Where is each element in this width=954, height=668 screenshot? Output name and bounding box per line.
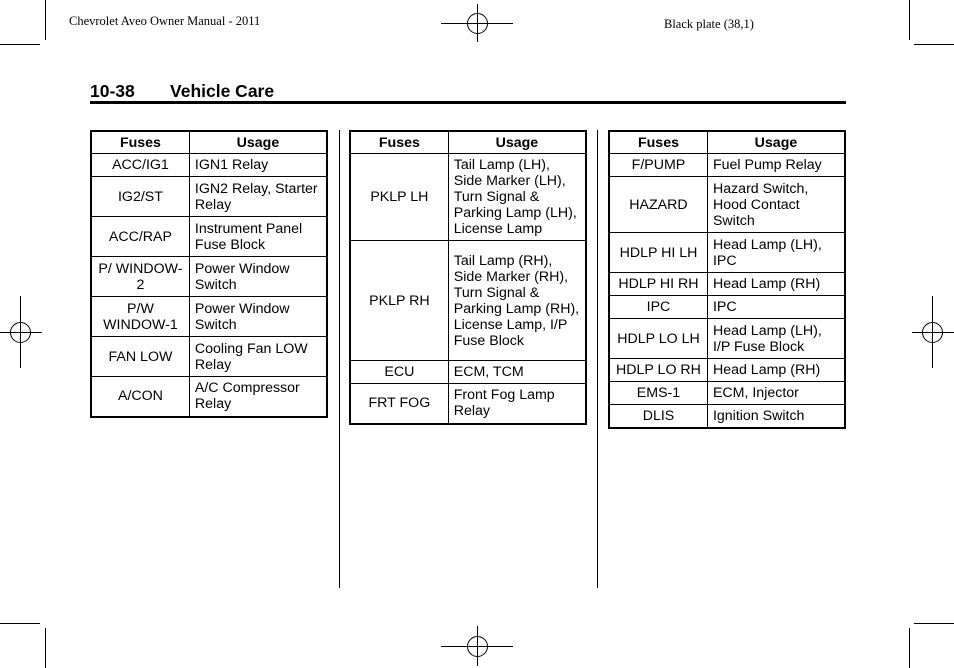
fuse-cell: HAZARD [609,177,707,233]
table-row [91,177,327,217]
table-row [91,217,327,257]
fuse-cell: HDLP LO LH [609,319,707,359]
table-row [91,337,327,377]
page-number: 10-38 [90,81,135,101]
usage-cell: Head Lamp (RH) [707,359,845,382]
table-row [91,154,327,177]
crop-mark [909,628,910,668]
crop-mark [0,44,40,45]
usage-cell: Instrument Panel Fuse Block [189,217,327,257]
manual-title: Chevrolet Aveo Owner Manual - 2011 [69,14,261,28]
usage-cell: Cooling Fan LOW Relay [189,337,327,377]
crop-mark [914,623,954,624]
usage-cell: Front Fog Lamp Relay [448,384,586,424]
usage-header: Usage [189,131,327,154]
fuse-cell: PKLP LH [350,154,448,241]
fuse-cell: EMS-1 [609,382,707,405]
table-header-row [350,131,586,154]
table-row [350,361,586,384]
fuse-cell: ACC/RAP [91,217,189,257]
usage-cell: A/C Compressor Relay [189,377,327,417]
usage-cell: Power Window Switch [189,257,327,297]
usage-cell: Ignition Switch [707,405,845,429]
table-row [350,241,586,361]
table-row [609,296,845,319]
usage-cell: Hazard Switch, Hood Contact Switch [707,177,845,233]
crop-mark [45,628,46,668]
fuse-cell: PKLP RH [350,241,448,361]
fuses-header: Fuses [350,131,448,154]
fuses-header: Fuses [609,131,707,154]
registration-mark-right [912,296,954,368]
column-divider [339,130,340,588]
fuse-cell: A/CON [91,377,189,417]
crop-mark [45,0,46,40]
fuse-cell: HDLP HI LH [609,233,707,273]
table-row [609,405,845,429]
usage-cell: Fuel Pump Relay [707,154,845,177]
crop-mark [909,0,910,40]
table-row [350,154,586,241]
usage-cell: Tail Lamp (RH), Side Marker (RH), Turn Signal & Parking Lamp (RH), License Lamp, I/P Fuse Block [448,241,586,361]
fuse-cell: F/PUMP [609,154,707,177]
usage-cell: IGN2 Relay, Starter Relay [189,177,327,217]
fuse-table-1 [90,130,328,418]
usage-cell: ECM, TCM [448,361,586,384]
fuse-cell: HDLP LO RH [609,359,707,382]
table-row [91,297,327,337]
crop-mark [914,44,954,45]
crop-mark [0,623,40,624]
table-row [609,359,845,382]
table-row [609,154,845,177]
table-row [350,384,586,424]
usage-cell: Power Window Switch [189,297,327,337]
fuse-table-2 [349,130,587,425]
usage-header: Usage [448,131,586,154]
fuse-cell: P/ WINDOW-2 [91,257,189,297]
fuse-cell: ECU [350,361,448,384]
fuse-table-3 [608,130,846,429]
fuse-cell: DLIS [609,405,707,429]
table-row [609,177,845,233]
fuse-cell: FRT FOG [350,384,448,424]
usage-cell: Tail Lamp (LH), Side Marker (LH), Turn Signal & Parking Lamp (LH), License Lamp [448,154,586,241]
usage-cell: Head Lamp (RH) [707,273,845,296]
table-row [609,382,845,405]
header-rule [90,101,846,104]
registration-mark-bottom [441,626,513,666]
table-row [609,319,845,359]
section-title: Vehicle Care [170,81,275,101]
table-row [609,273,845,296]
fuse-cell: FAN LOW [91,337,189,377]
usage-cell: IPC [707,296,845,319]
fuse-cell: ACC/IG1 [91,154,189,177]
table-row [91,257,327,297]
column-divider [597,130,598,588]
fuses-header: Fuses [91,131,189,154]
fuse-cell: IPC [609,296,707,319]
registration-mark-top [441,4,513,42]
table-header-row [91,131,327,154]
plate-label: Black plate (38,1) [664,17,754,31]
usage-header: Usage [707,131,845,154]
usage-cell: IGN1 Relay [189,154,327,177]
fuse-cell: IG2/ST [91,177,189,217]
usage-cell: ECM, Injector [707,382,845,405]
usage-cell: Head Lamp (LH), I/P Fuse Block [707,319,845,359]
usage-cell: Head Lamp (LH), IPC [707,233,845,273]
table-row [91,377,327,417]
table-row [609,233,845,273]
registration-mark-left [0,296,42,368]
fuse-cell: P/W WINDOW-1 [91,297,189,337]
table-header-row [609,131,845,154]
fuse-cell: HDLP HI RH [609,273,707,296]
